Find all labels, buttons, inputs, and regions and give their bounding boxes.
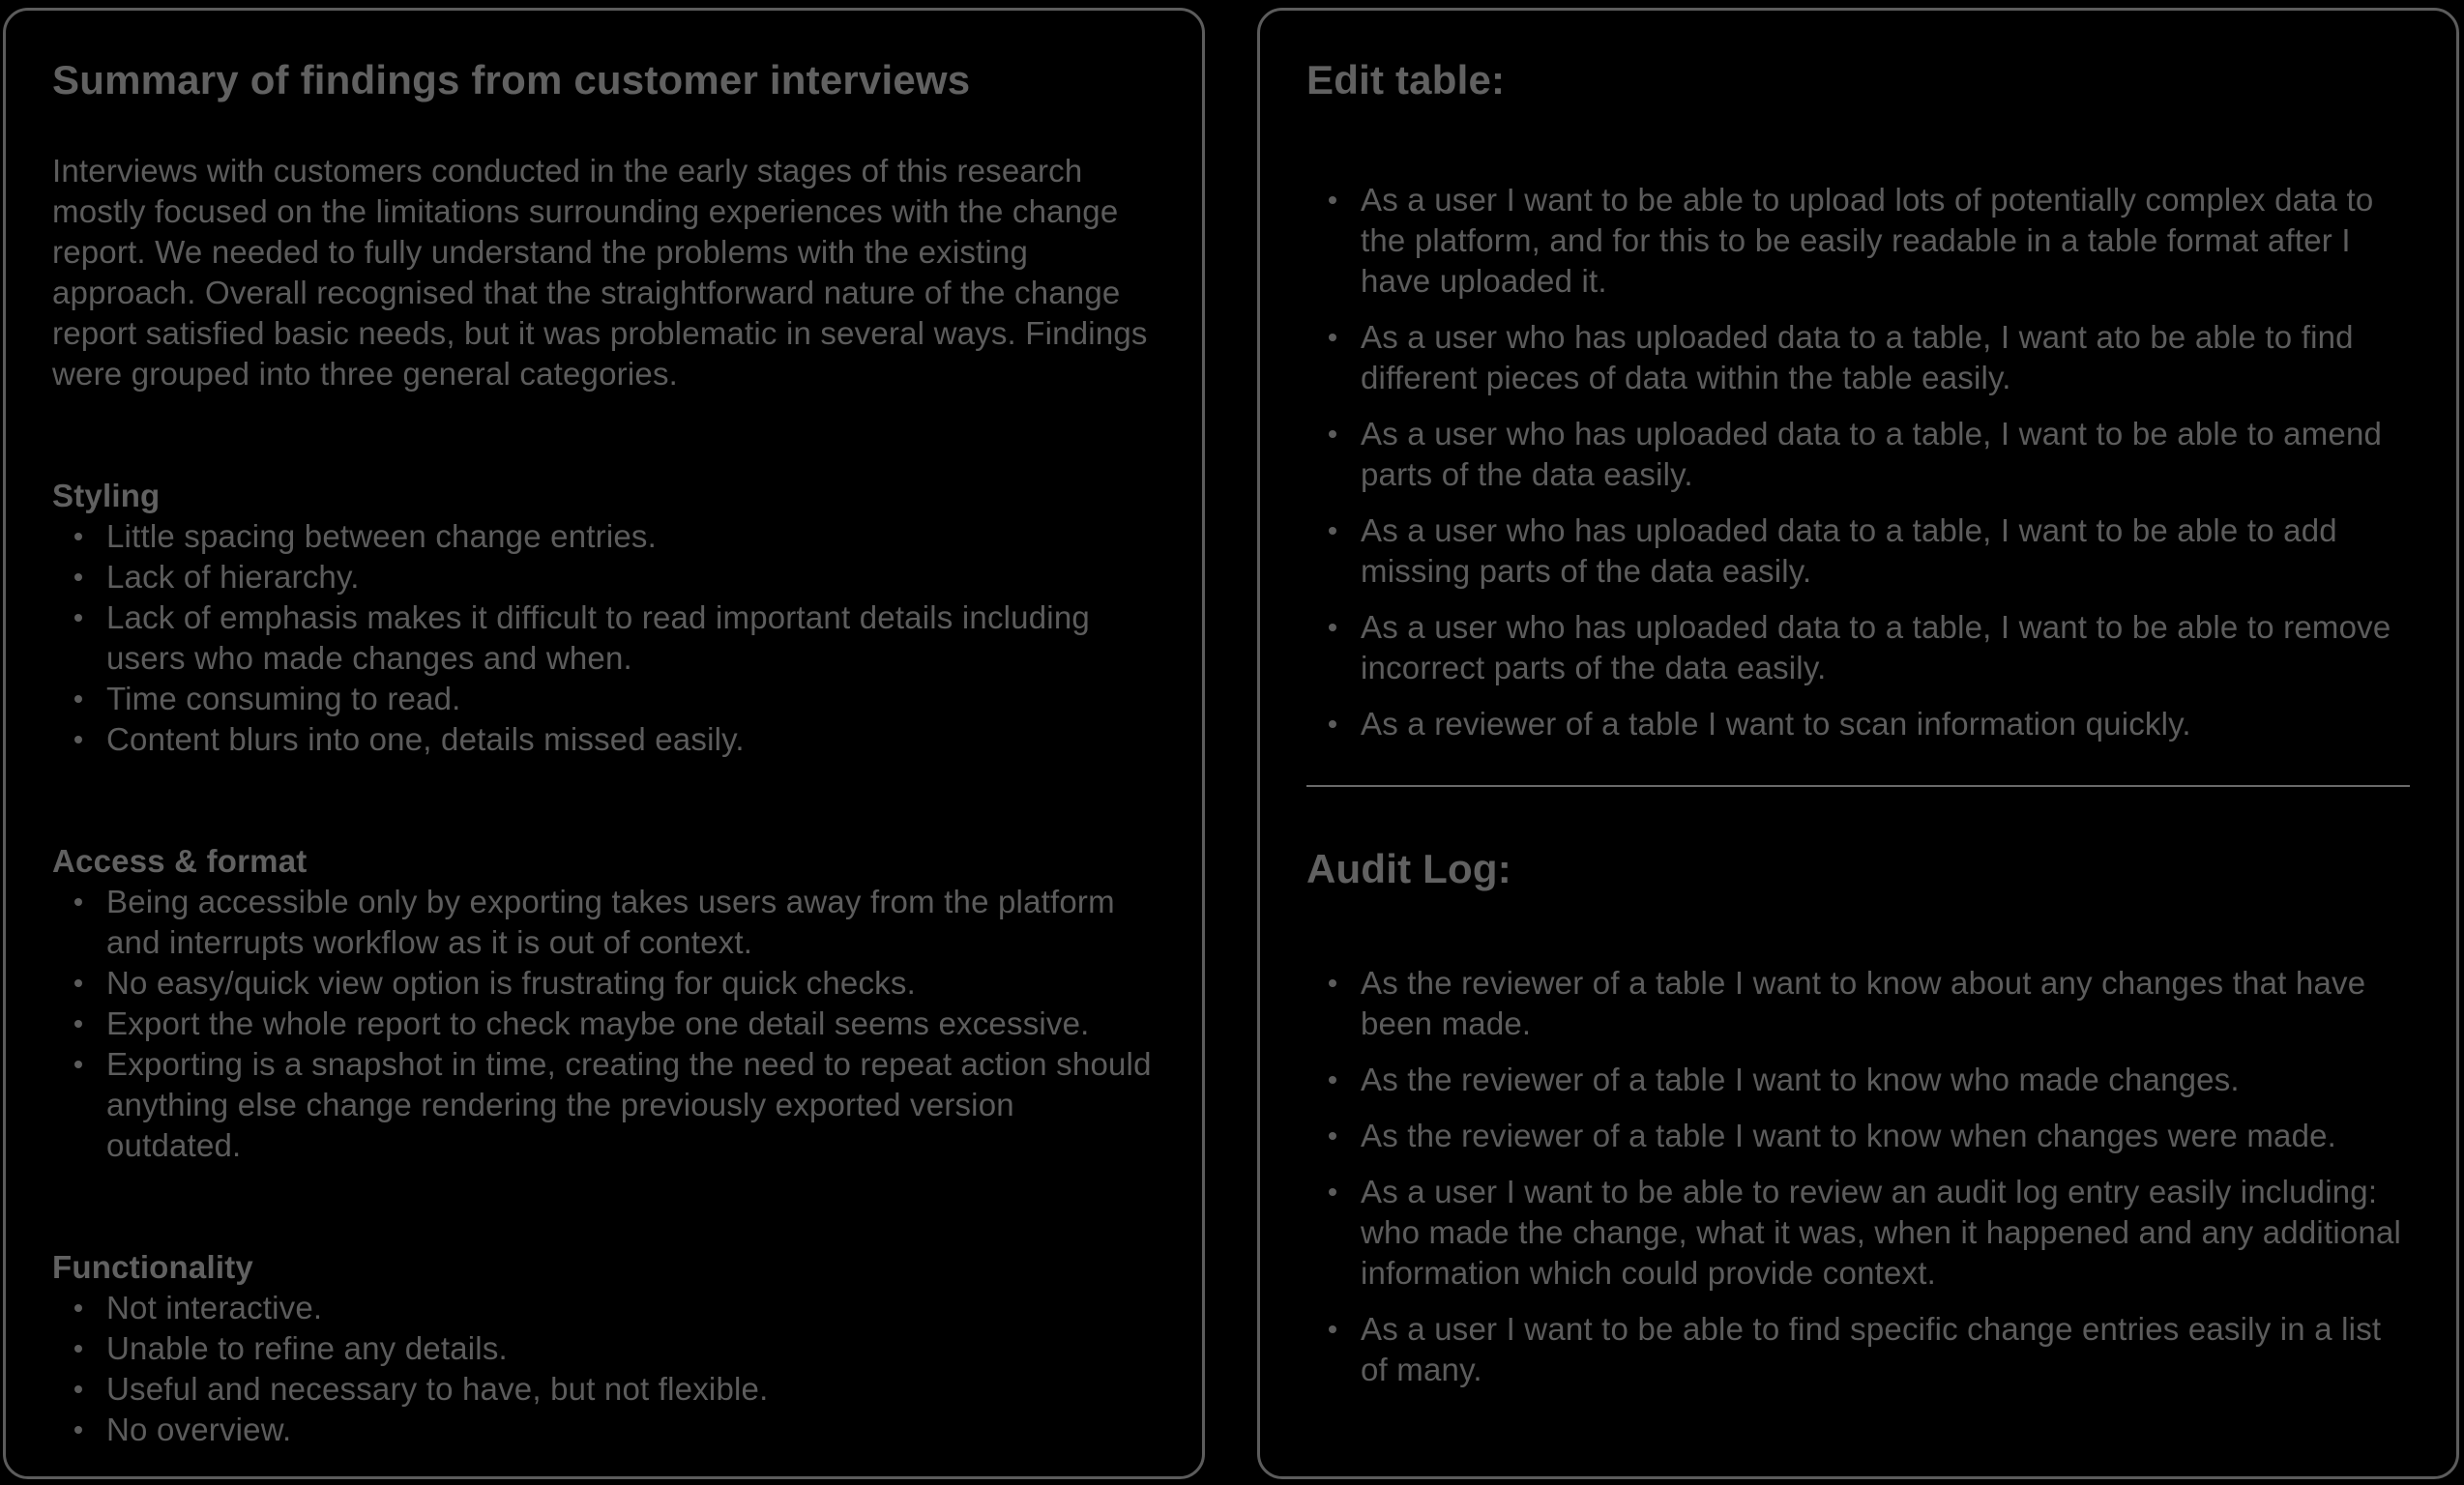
bullet-dot-icon — [74, 1304, 82, 1312]
bullet-text: Unable to refine any details. — [106, 1330, 508, 1366]
bullet-text: Exporting is a snapshot in time, creating the need to repeat action should anything else change rendering the previously exported version outdated. — [106, 1046, 1152, 1163]
bullet-text: Useful and necessary to have, but not flexible. — [106, 1371, 769, 1407]
bullet-text: As the reviewer of a table I want to know when changes were made. — [1361, 1118, 2337, 1153]
bullet-text: As a user who has uploaded data to a table, I want to be able to add missing parts of the data easily. — [1361, 512, 2337, 589]
section-heading-functionality: Functionality — [52, 1249, 253, 1285]
bullet-text: As the reviewer of a table I want to know about any changes that have been made. — [1361, 965, 2366, 1041]
bullet-dot-icon — [1329, 527, 1336, 535]
bullet-dot-icon — [74, 898, 82, 906]
bullet-text: As a user I want to be able to upload lots of potentially complex data to the platform, and for this to be easily readable in a table format after I have uploaded it. — [1361, 182, 2374, 299]
bullet-dot-icon — [1329, 1132, 1336, 1140]
audit-log-heading: Audit Log: — [1306, 846, 1511, 891]
section-divider — [1306, 785, 2410, 787]
bullet-item — [1361, 1309, 2410, 1390]
bullet-dot-icon — [1329, 196, 1336, 204]
bullet-dot-icon — [74, 1020, 82, 1028]
bullet-dot-icon — [1329, 1325, 1336, 1333]
bullet-item — [1361, 1116, 2410, 1156]
edit-table-bullet-list — [1306, 180, 2410, 744]
bullet-item — [106, 557, 1156, 597]
bullet-dot-icon — [74, 614, 82, 622]
access-format-bullet-list — [52, 882, 1156, 1166]
summary-panel[interactable] — [3, 8, 1205, 1479]
bullet-item — [1361, 510, 2410, 592]
bullet-dot-icon — [1329, 624, 1336, 631]
bullet-text: As a user I want to be able to review an audit log entry easily including: who made the change, what it was, when it happened and any additional information which could provide context. — [1361, 1174, 2402, 1291]
bullet-item — [106, 1328, 1156, 1369]
bullet-dot-icon — [74, 1385, 82, 1393]
bullet-item — [106, 1004, 1156, 1044]
summary-intro-paragraph: Interviews with customers conducted in the early stages of this research mostly focused on the limitations surrounding experiences with the change report. We needed to fully understand the problems with the existing approach. Overall recognised that the straightforward nature of the change report satisfied basic needs, but it was problematic in several ways. Findings were grouped into three general categories. — [52, 153, 1148, 392]
section-access-format — [52, 841, 1156, 1166]
bullet-text: As a user I want to be able to find specific change entries easily in a list of many. — [1361, 1311, 2382, 1387]
bullet-text: As a user who has uploaded data to a table, I want to be able to remove incorrect parts of the data easily. — [1361, 609, 2391, 685]
bullet-item — [1361, 963, 2410, 1044]
edit-table-heading: Edit table: — [1306, 57, 1506, 102]
bullet-item — [1361, 317, 2410, 398]
bullet-item — [106, 1369, 1156, 1410]
bullet-item — [1361, 704, 2410, 744]
bullet-dot-icon — [74, 1061, 82, 1068]
bullet-item — [106, 516, 1156, 557]
bullet-item — [106, 679, 1156, 719]
bullet-item — [1361, 180, 2410, 302]
bullet-text: Content blurs into one, details missed easily. — [106, 721, 745, 757]
bullet-text: Not interactive. — [106, 1290, 323, 1325]
bullet-dot-icon — [1329, 1188, 1336, 1196]
section-styling — [52, 476, 1156, 760]
bullet-item — [106, 963, 1156, 1004]
bullet-dot-icon — [1329, 430, 1336, 438]
bullet-dot-icon — [1329, 334, 1336, 341]
bullet-dot-icon — [74, 979, 82, 987]
bullet-dot-icon — [1329, 1076, 1336, 1084]
styling-bullet-list — [52, 516, 1156, 760]
bullet-item — [1361, 1172, 2410, 1294]
summary-panel-title: Summary of findings from customer interviews — [52, 57, 971, 102]
bullet-text: Export the whole report to check maybe one detail seems excessive. — [106, 1005, 1090, 1041]
bullet-item — [106, 719, 1156, 760]
user-stories-panel[interactable] — [1257, 8, 2459, 1479]
audit-log-section — [1306, 845, 2410, 1390]
bullet-text: As the reviewer of a table I want to know who made changes. — [1361, 1062, 2240, 1097]
bullet-item — [106, 1288, 1156, 1328]
section-heading-access-format: Access & format — [52, 843, 308, 879]
bullet-dot-icon — [74, 573, 82, 581]
bullet-dot-icon — [74, 695, 82, 703]
bullet-dot-icon — [74, 1345, 82, 1353]
bullet-item — [106, 1410, 1156, 1450]
section-heading-styling: Styling — [52, 478, 161, 513]
functionality-bullet-list — [52, 1288, 1156, 1450]
bullet-dot-icon — [74, 1426, 82, 1434]
bullet-text: Little spacing between change entries. — [106, 518, 657, 554]
bullet-item — [106, 597, 1156, 679]
bullet-item — [1361, 414, 2410, 495]
bullet-dot-icon — [74, 533, 82, 540]
bullet-text: Lack of hierarchy. — [106, 559, 360, 595]
bullet-text: No easy/quick view option is frustrating for quick checks. — [106, 965, 916, 1001]
bullet-text: No overview. — [106, 1412, 292, 1447]
bullet-item — [1361, 607, 2410, 688]
bullet-text: Being accessible only by exporting takes users away from the platform and interrupts workflow as it is out of context. — [106, 884, 1115, 960]
bullet-text: Lack of emphasis makes it difficult to read important details including users who made changes and when. — [106, 599, 1090, 676]
bullet-text: Time consuming to read. — [106, 681, 461, 716]
bullet-item — [106, 882, 1156, 963]
bullet-item — [1361, 1060, 2410, 1100]
bullet-item — [106, 1044, 1156, 1166]
bullet-text: As a user who has uploaded data to a table, I want to be able to amend parts of the data easily. — [1361, 416, 2383, 492]
audit-log-bullet-list — [1306, 963, 2410, 1390]
section-functionality — [52, 1247, 1156, 1450]
bullet-text: As a reviewer of a table I want to scan information quickly. — [1361, 706, 2191, 742]
bullet-dot-icon — [74, 736, 82, 743]
edit-table-section — [1306, 56, 2410, 744]
bullet-text: As a user who has uploaded data to a table, I want ato be able to find different pieces of data within the table easily. — [1361, 319, 2354, 395]
bullet-dot-icon — [1329, 979, 1336, 987]
bullet-dot-icon — [1329, 720, 1336, 728]
